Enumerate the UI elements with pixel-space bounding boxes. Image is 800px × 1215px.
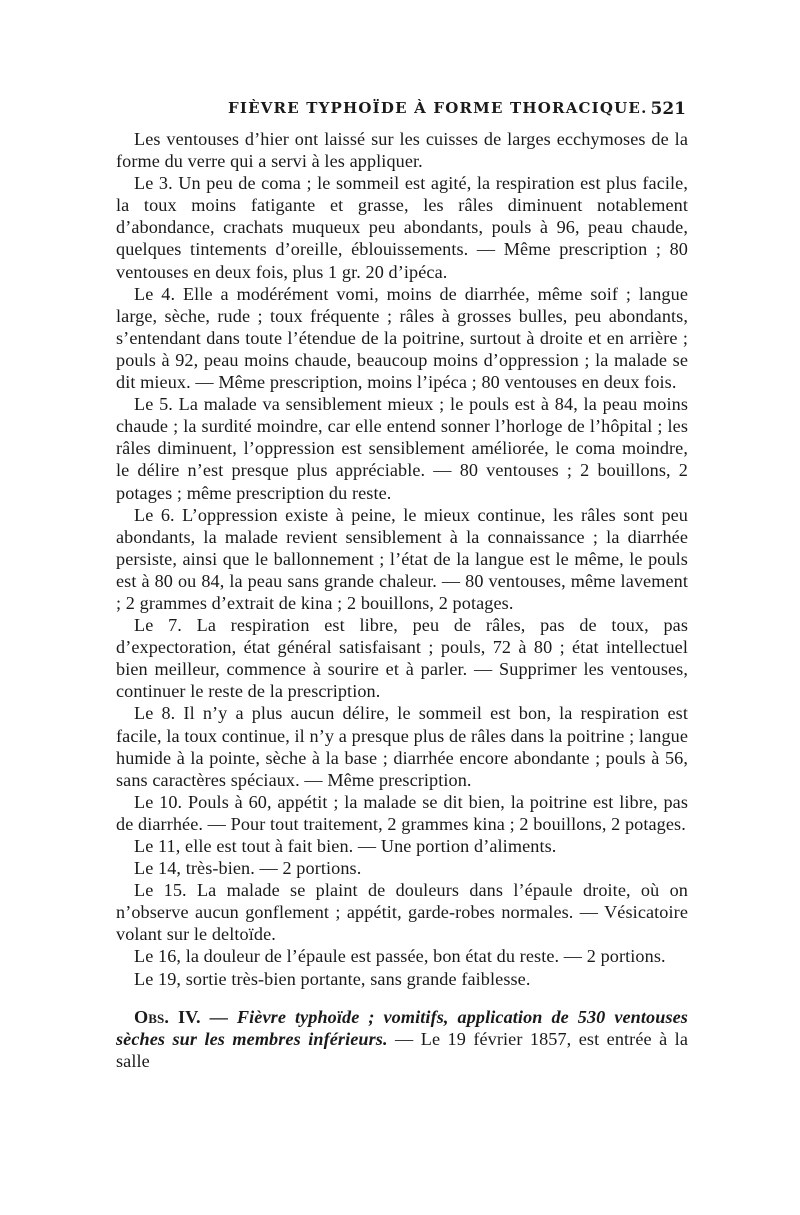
paragraph: Le 7. La respiration est libre, peu de râles, pas de toux, pas d’expectoration, état général satisfaisant ; pouls, 72 à 80 ; état intellectuel bien meilleur, commence à sourire et à parler. — Supprimer les ventouses, continuer le reste de la prescription. — [116, 615, 688, 702]
paragraph: Les ventouses d’hier ont laissé sur les cuisses de larges ecchymoses de la forme du verre qui a servi à les appliquer. — [116, 129, 688, 172]
page-header — [118, 99, 686, 123]
running-title: FIÈVRE TYPHOÏDE À FORME THORACIQUE. — [228, 99, 648, 117]
observation-text: — Le 19 février 1857, est entrée à la salle — [116, 1028, 688, 1071]
observation-title: Fièvre typhoïde ; vomitifs, application de 530 ventouses sèches sur les membres inférieurs. — [116, 1006, 688, 1049]
paragraph: Le 5. La malade va sensiblement mieux ; le pouls est à 84, la peau moins chaude ; la surdité moindre, car elle entend sonner l’horloge de l’hôpital ; les râles diminuent, l’oppression est sensiblement améliorée, le coma moindre, le délire n’est presque plus appréciable. — 80 ventouses ; 2 bouillons, 2 potages ; même prescription du reste. — [116, 394, 688, 503]
paragraph: Le 11, elle est tout à fait bien. — Une portion d’aliments. — [134, 836, 557, 856]
page-number: 521 — [650, 99, 686, 119]
paragraph: Le 10. Pouls à 60, appétit ; la malade se dit bien, la poitrine est libre, pas de diarrhée. — Pour tout traitement, 2 grammes kina ; 2 bouillons, 2 potages. — [116, 791, 688, 834]
paragraph: Le 6. L’oppression existe à peine, le mieux continue, les râles sont peu abondants, la malade revient sensiblement à la connaissance ; la diarrhée persiste, ainsi que le ballonnement ; l’état de la langue est le même, le pouls est à 80 ou 84, la peau sans grande chaleur. — 80 ventouses, même lavement ; 2 grammes d’extrait de kina ; 2 bouillons, 2 potages. — [116, 504, 688, 613]
body-text — [116, 128, 688, 1090]
paragraph: Le 15. La malade se plaint de douleurs dans l’épaule droite, où on n’observe aucun gonflement ; appétit, garde-robes normales. — Vésicatoire volant sur le deltoïde. — [116, 880, 688, 945]
paragraph: Le 16, la douleur de l’épaule est passée, bon état du reste. — 2 portions. — [134, 946, 666, 967]
observation-label: Obs. IV. — — [134, 1006, 228, 1027]
paragraph: Le 4. Elle a modérément vomi, moins de diarrhée, même soif ; langue large, sèche, rude ; toux fréquente ; râles à grosses bulles, peu abondants, s’entendant dans toute l’étendue de la poitrine, surtout à droite et en arrière ; pouls à 92, peau moins chaude, beaucoup moins d’oppression ; la malade se dit mieux. — Même prescription, moins l’ipéca ; 80 ventouses en deux fois. — [116, 283, 688, 393]
paragraph: Le 3. Un peu de coma ; le sommeil est agité, la respiration est plus facile, la toux moins fatigante et grasse, les râles diminuent notablement d’abondance, crachats muqueux peu abondants, pouls à 96, peau chaude, quelques tintements d’oreille, éblouissements. — Même prescription ; 80 ventouses en deux fois, plus 1 gr. 20 d’ipéca. — [116, 173, 688, 282]
observation-paragraph — [116, 1006, 688, 1072]
paragraph: Le 19, sortie très-bien portante, sans grande faiblesse. — [134, 968, 531, 989]
paragraph: Le 14, très-bien. — 2 portions. — [134, 858, 362, 879]
paragraph: Le 8. Il n’y a plus aucun délire, le sommeil est bon, la respiration est facile, la toux continue, il n’y a presque plus de râles dans la poitrine ; langue humide à la pointe, sèche à la base ; diarrhée encore abondante ; pouls à 56, sans caractères spéciaux. — Même prescription. — [116, 703, 688, 790]
